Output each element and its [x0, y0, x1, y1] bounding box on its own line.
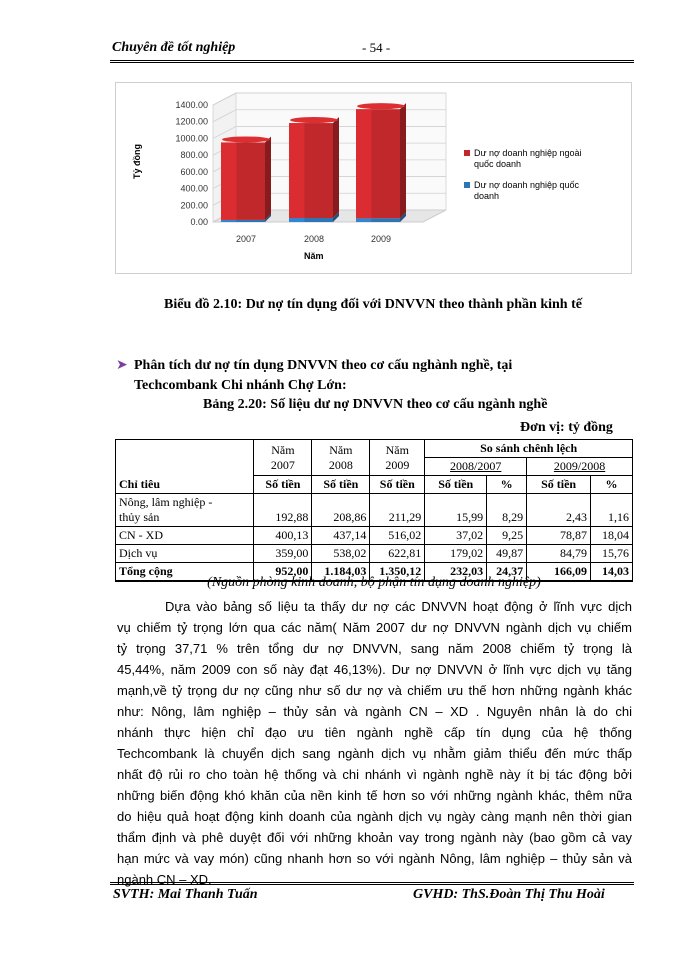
total-value: 232,03 — [425, 563, 487, 582]
x-axis-label: Năm — [304, 251, 324, 261]
paragraph-line: do hiệu quả hoạt động kinh doanh của ngành dịch vụ ngày càng mạnh nên thời gian — [117, 809, 632, 824]
y-tick-label: 1200.00 — [175, 116, 208, 127]
footer-divider — [110, 882, 634, 885]
paragraph-line: Dựa vào bảng số liệu ta thấy dư nợ các DNVVN hoạt động ở lĩnh vực dịch — [165, 599, 632, 614]
table-title: Bảng 2.20: Số liệu dư nợ DNVVN theo cơ cấu ngành nghề — [203, 397, 548, 412]
cell-value: 192,88 — [254, 494, 312, 527]
chart-caption: Biểu đồ 2.10: Dư nợ tín dụng đối với DNVVN theo thành phần kinh tế — [164, 297, 582, 312]
cell-value: 359,00 — [254, 545, 312, 563]
x-tick-label: 2008 — [303, 234, 325, 244]
cell-value: 1,16 — [591, 494, 633, 527]
cell-value: 538,02 — [312, 545, 370, 563]
bar-highlight — [289, 218, 304, 222]
legend-label-state-1: Dư nợ doanh nghiệp quốc — [474, 180, 580, 190]
paragraph-line: hạn mức và vay món) cũng nhanh hơn so với ngành Nông, lâm nghiệp – thủy sản và — [117, 851, 632, 866]
bar-highlight — [356, 109, 371, 218]
header-chitieu: Chỉ tiêu — [116, 476, 254, 494]
cell-value: 37,02 — [425, 527, 487, 545]
footer-supervisor: GVHD: ThS.Đoàn Thị Thu Hoài — [413, 887, 605, 902]
header-amount: Số tiền — [425, 476, 487, 494]
paragraph-line: thẩm định và phê duyệt đối với những khoản vay trong ngành này (bao gồm cả vay — [117, 830, 632, 845]
paragraph-line: nhất độ rủi ro cho toàn hệ thống và chi nhánh vì ngành nghề này ít bị tác động bởi — [117, 767, 632, 782]
cell-value: 15,76 — [591, 545, 633, 563]
section-heading-line1: Phân tích dư nợ tín dụng DNVVN theo cơ cấu nghành nghề, tại — [134, 358, 513, 373]
bar-top — [357, 103, 405, 109]
cell-value: 622,81 — [370, 545, 425, 563]
header-title: Chuyên đề tốt nghiệp — [112, 40, 236, 55]
legend-label-private-2: quốc doanh — [474, 159, 522, 169]
bar-top — [290, 117, 338, 123]
header-blank — [116, 440, 254, 476]
bar-side — [333, 117, 339, 218]
cell-value: 49,87 — [487, 545, 527, 563]
sector-debt-table — [115, 439, 633, 582]
table-row — [116, 494, 633, 527]
legend-swatch-state — [464, 182, 470, 188]
table-row — [116, 545, 633, 563]
cell-value: 9,25 — [487, 527, 527, 545]
total-value: 166,09 — [527, 563, 591, 582]
header-divider — [110, 60, 634, 63]
section-heading-line2: Techcombank Chi nhánh Chợ Lớn: — [134, 378, 347, 393]
cell-value: 211,29 — [370, 494, 425, 527]
y-tick-label: 400.00 — [180, 183, 208, 194]
x-tick-label: 2009 — [370, 234, 392, 244]
total-label: Tổng cộng — [116, 563, 254, 582]
cell-value: 18,04 — [591, 527, 633, 545]
legend-label-private-1: Dư nợ doanh nghiệp ngoài — [474, 148, 582, 158]
legend-swatch-private — [464, 150, 470, 156]
header-amount: Số tiền — [370, 476, 425, 494]
total-value: 952,00 — [254, 563, 312, 582]
body-paragraph — [117, 596, 632, 890]
bar-side — [400, 103, 406, 218]
y-tick-labels — [175, 100, 208, 227]
header-percent: % — [591, 476, 633, 494]
table-source: (Nguồn phòng kinh doanh, bộ phận tín dụng doanh nghiệp) — [207, 575, 541, 590]
paragraph-line: tỷ trọng 37,71 % trên tổng dư nợ DNVVN, sang năm 2008 chiếm tỷ trọng là — [117, 641, 632, 656]
legend-label-state-2: doanh — [474, 191, 500, 201]
header-period-1: 2008/2007 — [425, 458, 527, 476]
row-label: CN - XD — [116, 527, 254, 545]
paragraph-line: ngành CN – XD. — [117, 872, 212, 887]
bar-side — [265, 136, 271, 219]
arrow-bullet-icon: ➤ — [116, 358, 128, 373]
chart-legend — [464, 148, 582, 201]
header-year-2009: Năm 2009 — [370, 440, 425, 476]
y-tick-label: 800.00 — [180, 150, 208, 161]
paragraph-line: nhánh thực hiện chỉ đạo ưu tiên ngành nghề cấp tín dụng của hệ thống — [117, 725, 632, 740]
bar-highlight — [221, 142, 236, 219]
table-row — [116, 527, 633, 545]
header-year-2008: Năm 2008 — [312, 440, 370, 476]
y-tick-label: 1000.00 — [175, 133, 208, 144]
paragraph-line: 45,44%, năm 2009 con số này đạt 46,13%). Dư nợ DNVVN ở lĩnh vực dịch vụ tăng — [117, 662, 632, 677]
header-percent: % — [487, 476, 527, 494]
paragraph-line: những biến động khó khăn của nền kinh tế hơn so với những ngành khác, thêm nữa — [117, 788, 632, 803]
paragraph-line: vụ chiếm tỷ trọng lớn qua các năm( Năm 2007 dư nợ DNVVN ngành dịch vụ chiếm — [117, 620, 632, 635]
total-value: 1.184,03 — [312, 563, 370, 582]
cell-value: 78,87 — [527, 527, 591, 545]
header-amount: Số tiền — [254, 476, 312, 494]
y-tick-label: 0.00 — [190, 217, 208, 227]
y-axis-label: Tỷ đồng — [132, 144, 142, 179]
cell-value: 437,14 — [312, 527, 370, 545]
table-header-row-1 — [116, 440, 633, 458]
bar-highlight — [289, 123, 304, 218]
header-year-2007: Năm 2007 — [254, 440, 312, 476]
paragraph-line: Techcombank là chuyển dịch sang ngành dịch vụ nhằm giảm thiểu đến mức thấp — [117, 746, 632, 761]
table-unit: Đơn vị: tỷ đồng — [520, 420, 613, 435]
row-label: Dịch vụ — [116, 545, 254, 563]
cell-value: 400,13 — [254, 527, 312, 545]
bar-highlight — [221, 220, 236, 222]
cell-value: 208,86 — [312, 494, 370, 527]
header-period-2: 2009/2008 — [527, 458, 633, 476]
page-number: - 54 - — [362, 40, 391, 55]
header-compare: So sánh chênh lệch — [425, 440, 633, 458]
row-label: Nông, lâm nghiệp - thủy sản — [116, 494, 254, 527]
cell-value: 516,02 — [370, 527, 425, 545]
x-tick-labels — [236, 234, 391, 244]
cell-value: 15,99 — [425, 494, 487, 527]
paragraph-line: như: Nông, lâm nghiệp – thủy sản và ngành CN – XD . Nguyên nhân là do chi — [117, 704, 632, 719]
total-value: 24,37 — [487, 563, 527, 582]
bar-highlight — [356, 218, 371, 222]
footer-student: SVTH: Mai Thanh Tuấn — [113, 887, 258, 902]
cell-value: 2,43 — [527, 494, 591, 527]
table-header-row-3 — [116, 476, 633, 494]
total-value: 14,03 — [591, 563, 633, 582]
credit-chart — [115, 82, 632, 274]
x-tick-label: 2007 — [235, 234, 257, 244]
y-tick-label: 600.00 — [180, 166, 208, 177]
total-value: 1.350,12 — [370, 563, 425, 582]
y-tick-label: 1400.00 — [175, 100, 208, 110]
bar-top — [222, 136, 270, 142]
paragraph-line: mạnh,về tỷ trọng dư nợ cũng như số dư nợ và chiếm ưu thế hơn những ngành khác — [117, 683, 632, 698]
header-amount: Số tiền — [312, 476, 370, 494]
cell-value: 8,29 — [487, 494, 527, 527]
y-tick-label: 200.00 — [180, 200, 208, 211]
cell-value: 179,02 — [425, 545, 487, 563]
cell-value: 84,79 — [527, 545, 591, 563]
header-amount: Số tiền — [527, 476, 591, 494]
chart-canvas — [116, 83, 631, 273]
